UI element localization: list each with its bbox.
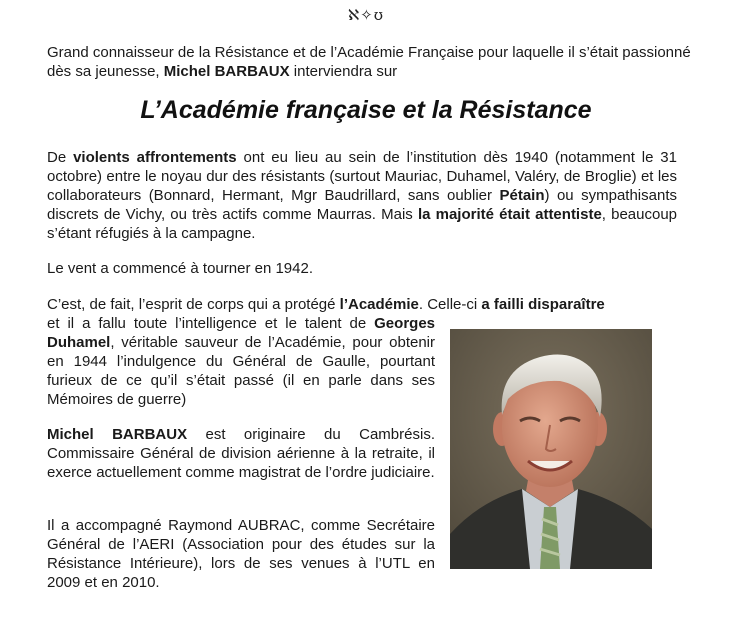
- intro-text: Grand connaisseur de la Résistance et de l’Académie Française pour laquelle il s’était passionné dès sa jeunesse,: [47, 44, 691, 80]
- intro-text-end: interviendra sur: [289, 63, 398, 80]
- paragraph-esprit-line1: [47, 295, 677, 314]
- text-span: De: [47, 149, 74, 166]
- bold-span: l’Académie: [339, 296, 419, 313]
- paragraph-affrontements: [47, 148, 677, 243]
- text-span: ont eu lieu au sein de l’institution dès 1940 (notamment le 31 octobre) entre le noyau dur des résistants (surtout Mauriac, Duhamel, Valéry, de Broglie) et les collaborateurs (Bonnard, Hermant, Mgr Baudrillard, sans oublier: [47, 149, 677, 204]
- bold-span: a failli disparaître: [481, 296, 605, 313]
- portrait-image: [450, 329, 652, 569]
- paragraph-biography: [47, 425, 435, 482]
- bold-span: Pétain: [499, 187, 545, 204]
- text-span: est originaire du Cambrésis. Commissaire Général de division aérienne à la retraite, il exerce actuellement comme magistrat de l’ordre judiciaire.: [47, 426, 435, 481]
- text-span: et il a fallu toute l’intelligence et le talent de: [47, 315, 375, 332]
- lecture-title: L’Académie française et la Résistance: [140, 96, 592, 124]
- paragraph-vent: Le vent a commencé à tourner en 1942.: [47, 260, 314, 277]
- text-span: C’est, de fait, l’esprit de corps qui a protégé: [47, 296, 340, 313]
- text-span: , beaucoup s’étant réfugiés à la campagne.: [47, 206, 677, 242]
- text-span: . Celle-ci: [418, 296, 482, 313]
- intro-paragraph: [47, 43, 697, 81]
- speaker-name: Michel BARBAUX: [163, 63, 290, 80]
- text-span: , véritable sauveur de l’Académie, pour obtenir en 1944 l’indulgence du Général de Gaulle, pourtant furieux de ce qu’il s’était passé (il en parle dans ses Mémoires de guerre): [47, 334, 435, 408]
- paragraph-esprit-rest: [47, 314, 435, 409]
- paragraph-aubrac: Il a accompagné Raymond AUBRAC, comme Secrétaire Général de l’AERI (Association pour des études sur la Résistance Intérieure), lors de ses venues à l’UTL en 2009 et en 2010.: [47, 517, 435, 591]
- speaker-photo: [450, 329, 652, 569]
- speaker-name: Michel BARBAUX: [47, 426, 188, 443]
- ornament-divider: ℵ✧ʊ: [347, 6, 385, 24]
- bold-span: la majorité était attentiste: [417, 206, 602, 223]
- bold-span: Georges Duhamel: [47, 315, 435, 351]
- bold-span: violents affrontements: [73, 149, 237, 166]
- text-span: ) ou sympathisants discrets de Vichy, ou très actifs comme Maurras. Mais: [47, 187, 677, 223]
